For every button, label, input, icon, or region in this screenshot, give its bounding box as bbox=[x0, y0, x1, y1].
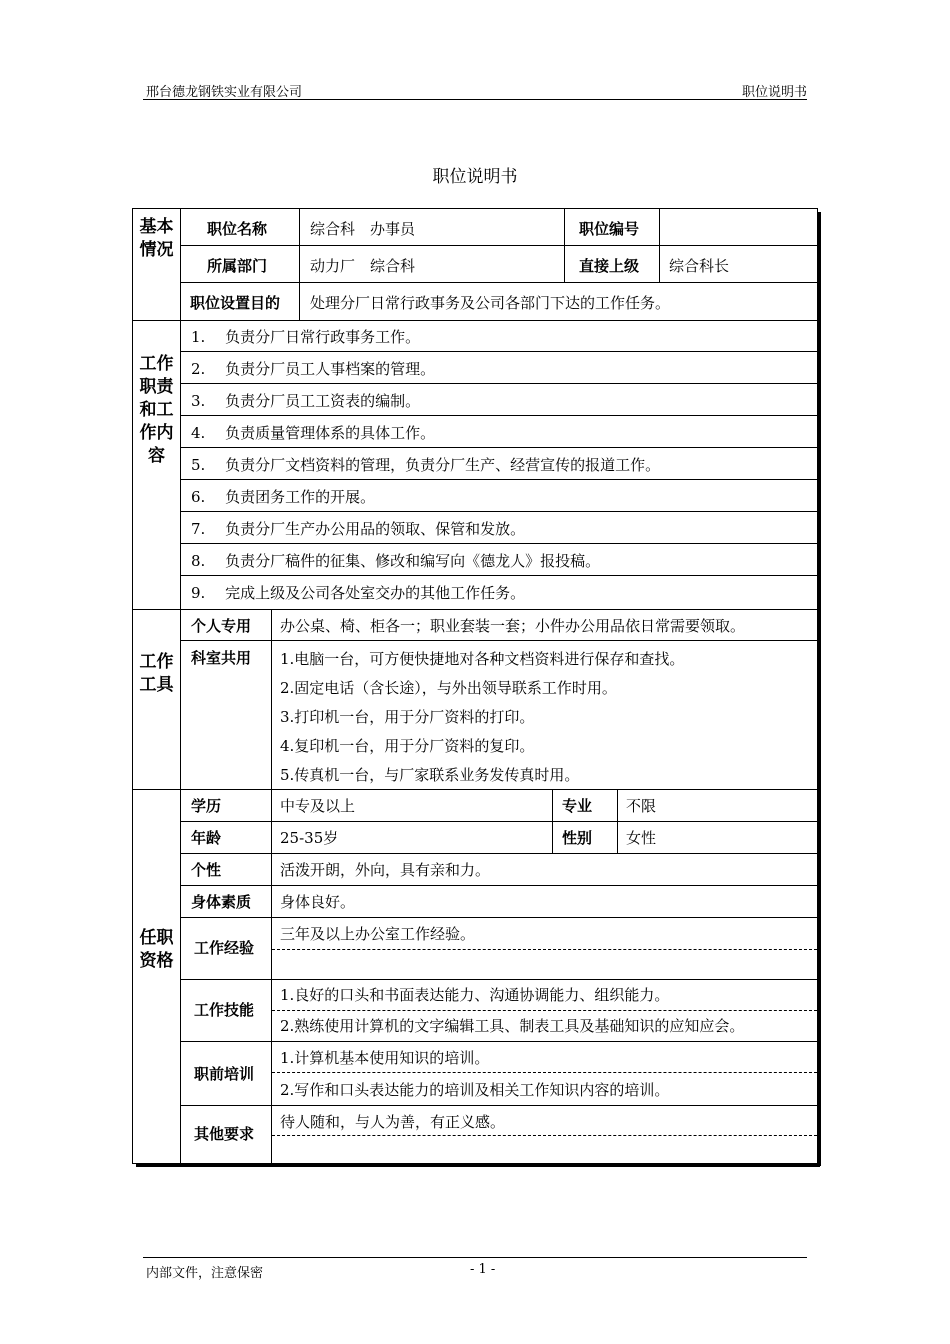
duty-item: 4. 负责质量管理体系的具体工作。 bbox=[191, 424, 436, 442]
major-label: 专业 bbox=[562, 797, 593, 815]
skill-item: 2.熟练使用计算机的文字编辑工具、制表工具及基础知识的应知应会。 bbox=[280, 1017, 745, 1035]
section-label-qualifications: 任职资格 bbox=[139, 928, 174, 971]
education-label: 学历 bbox=[191, 797, 222, 815]
row-line bbox=[180, 383, 817, 384]
purpose-value: 处理分厂日常行政事务及公司各部门下达的工作任务。 bbox=[310, 294, 671, 312]
col-line bbox=[552, 789, 553, 853]
header-doc-type: 职位说明书 bbox=[741, 85, 807, 100]
department-label: 所属部门 bbox=[207, 257, 268, 275]
col-line bbox=[659, 209, 660, 282]
training-label: 职前培训 bbox=[194, 1065, 255, 1083]
duty-item: 6. 负责团务工作的开展。 bbox=[191, 488, 376, 506]
dashed-line bbox=[272, 1010, 817, 1011]
purpose-label: 职位设置目的 bbox=[190, 294, 281, 312]
supervisor-value: 综合科长 bbox=[669, 257, 730, 275]
row-line bbox=[180, 351, 817, 352]
row-line bbox=[180, 543, 817, 544]
shared-tool-item: 3.打印机一台，用于分厂资料的打印。 bbox=[280, 708, 535, 726]
row-line bbox=[180, 1105, 817, 1106]
section-label-basic: 基本情况 bbox=[139, 217, 174, 260]
experience-label: 工作经验 bbox=[194, 939, 255, 957]
experience-value: 三年及以上办公室工作经验。 bbox=[280, 925, 476, 943]
shared-tool-item: 4.复印机一台，用于分厂资料的复印。 bbox=[280, 737, 535, 755]
row-line bbox=[180, 821, 817, 822]
duty-item: 9. 完成上级及公司各处室交办的其他工作任务。 bbox=[191, 584, 526, 602]
header-rule bbox=[143, 99, 807, 100]
personality-label: 个性 bbox=[191, 861, 222, 879]
health-value: 身体良好。 bbox=[280, 893, 356, 911]
row-line bbox=[180, 245, 817, 246]
major-value: 不限 bbox=[626, 797, 657, 815]
other-requirements-label: 其他要求 bbox=[194, 1125, 255, 1143]
position-name-value: 综合科 办事员 bbox=[310, 220, 416, 238]
row-line bbox=[180, 282, 817, 283]
education-value: 中专及以上 bbox=[280, 797, 356, 815]
shared-tool-item: 2.固定电话（含长途），与外出领导联系工作时用。 bbox=[280, 679, 617, 697]
section-label-tools: 工作工具 bbox=[139, 652, 174, 695]
col-line bbox=[299, 209, 300, 282]
row-line bbox=[180, 415, 817, 416]
training-item: 2.写作和口头表达能力的培训及相关工作知识内容的培训。 bbox=[280, 1081, 670, 1099]
row-line bbox=[180, 1041, 817, 1042]
duty-item: 2. 负责分厂员工人事档案的管理。 bbox=[191, 360, 436, 378]
shared-tool-item: 5.传真机一台，与厂家联系业务发传真时用。 bbox=[280, 766, 580, 784]
gender-label: 性别 bbox=[562, 829, 593, 847]
dashed-line bbox=[272, 1135, 817, 1136]
personal-tools-value: 办公桌、椅、柜各一；职业套装一套；小件办公用品依日常需要领取。 bbox=[280, 617, 746, 635]
company-name: 邢台德龙钢铁实业有限公司 bbox=[146, 85, 303, 100]
department-value: 动力厂 综合科 bbox=[310, 257, 416, 275]
page-number: - 1 - bbox=[470, 1262, 496, 1277]
shared-tool-item: 1.电脑一台，可方便快捷地对各种文档资料进行保存和查找。 bbox=[280, 650, 685, 668]
personal-tools-label: 个人专用 bbox=[191, 617, 252, 635]
confidential-note: 内部文件，注意保密 bbox=[146, 1266, 264, 1281]
job-description-table bbox=[132, 208, 818, 1164]
row-line bbox=[180, 640, 817, 641]
col-line bbox=[617, 789, 618, 853]
position-code-label: 职位编号 bbox=[579, 220, 640, 238]
col-line bbox=[271, 609, 272, 789]
row-line bbox=[180, 447, 817, 448]
position-name-label: 职位名称 bbox=[207, 220, 268, 238]
gender-value: 女性 bbox=[626, 829, 657, 847]
row-line bbox=[180, 511, 817, 512]
col-line bbox=[299, 282, 300, 320]
age-value: 25-35岁 bbox=[280, 829, 339, 847]
shared-tools-label: 科室共用 bbox=[191, 649, 252, 667]
section-divider bbox=[133, 789, 817, 790]
row-line bbox=[180, 917, 817, 918]
dashed-line bbox=[272, 949, 817, 950]
duty-item: 7. 负责分厂生产办公用品的领取、保管和发放。 bbox=[191, 520, 526, 538]
skills-label: 工作技能 bbox=[194, 1001, 255, 1019]
duty-item: 3. 负责分厂员工工资表的编制。 bbox=[191, 392, 421, 410]
section-label-duties: 工作职责和工作内容 bbox=[139, 354, 174, 466]
footer-rule bbox=[143, 1257, 807, 1258]
document-title: 职位说明书 bbox=[432, 167, 518, 187]
row-line bbox=[180, 575, 817, 576]
row-line bbox=[180, 979, 817, 980]
health-label: 身体素质 bbox=[191, 893, 252, 911]
training-item: 1.计算机基本使用知识的培训。 bbox=[280, 1049, 490, 1067]
supervisor-label: 直接上级 bbox=[579, 257, 640, 275]
row-line bbox=[180, 885, 817, 886]
col-line bbox=[564, 209, 565, 282]
other-requirements-value: 待人随和，与人为善，有正义感。 bbox=[280, 1113, 506, 1131]
skill-item: 1.良好的口头和书面表达能力、沟通协调能力、组织能力。 bbox=[280, 986, 670, 1004]
age-label: 年龄 bbox=[191, 829, 222, 847]
personality-value: 活泼开朗，外向，具有亲和力。 bbox=[280, 861, 491, 879]
duty-item: 5. 负责分厂文档资料的管理，负责分厂生产、经营宣传的报道工作。 bbox=[191, 456, 661, 474]
duty-item: 8. 负责分厂稿件的征集、修改和编写向《德龙人》报投稿。 bbox=[191, 552, 601, 570]
dashed-line bbox=[272, 1072, 817, 1073]
row-line bbox=[180, 479, 817, 480]
section-divider bbox=[133, 320, 817, 321]
section-divider bbox=[133, 609, 817, 610]
col-line bbox=[271, 789, 272, 1163]
label-column-divider bbox=[180, 209, 181, 1163]
duty-item: 1. 负责分厂日常行政事务工作。 bbox=[191, 328, 421, 346]
row-line bbox=[180, 853, 817, 854]
